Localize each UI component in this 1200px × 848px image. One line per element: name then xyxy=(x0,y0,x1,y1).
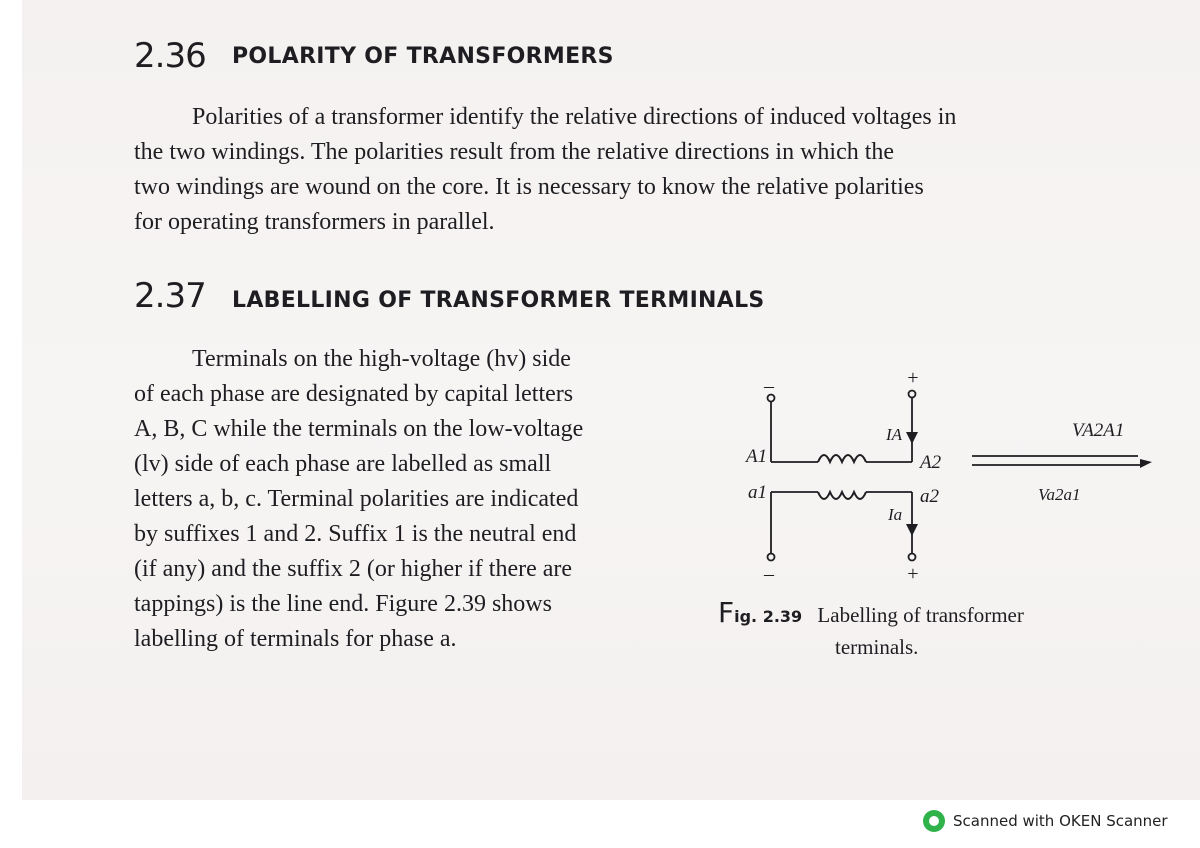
current-arrow-icon xyxy=(906,432,918,444)
plus-sign: + xyxy=(906,563,920,585)
voltage-label-hv: VA2A1 xyxy=(1072,420,1125,441)
scanner-logo-icon xyxy=(923,810,945,832)
terminal-label-a1-small: a1 xyxy=(748,482,767,503)
paragraph-line: the two windings. The polarities result from the relative directions in which the xyxy=(134,139,895,165)
lv-winding xyxy=(818,492,866,499)
current-arrow-icon xyxy=(906,524,918,536)
paragraph-line: by suffixes 1 and 2. Suffix 1 is the neutral end xyxy=(134,521,577,547)
minus-sign: – xyxy=(764,375,774,397)
paragraph-line: two windings are wound on the core. It is necessary to know the relative polarities xyxy=(134,174,924,200)
caption-line: terminals. xyxy=(835,635,919,659)
section-paragraph xyxy=(134,100,956,240)
section-paragraph xyxy=(134,342,583,657)
figure-caption xyxy=(718,598,1024,662)
arrow-head-icon xyxy=(1140,459,1152,468)
figure-label-initial: F xyxy=(718,596,735,629)
paragraph-line: Terminals on the high-voltage (hv) side xyxy=(192,346,571,372)
paragraph-line: A, B, C while the terminals on the low-voltage xyxy=(134,416,584,442)
paragraph-line: (if any) and the suffix 2 (or higher if there are xyxy=(134,556,573,582)
minus-sign: – xyxy=(764,563,774,585)
plus-sign: + xyxy=(906,370,920,389)
paragraph-line: (lv) side of each phase are labelled as small xyxy=(134,451,552,477)
caption-line: Labelling of transformer xyxy=(817,603,1024,627)
terminal-label-a1: A1 xyxy=(746,446,768,467)
paragraph-line: labelling of terminals for phase a. xyxy=(134,626,457,652)
terminal-a2-upper xyxy=(909,391,916,398)
terminal-label-a2-small: a2 xyxy=(920,486,939,507)
terminal-a2-lower xyxy=(909,554,916,561)
section-number: 2.37 xyxy=(134,276,206,316)
paragraph-line: letters a, b, c. Terminal polarities are indicated xyxy=(134,486,579,512)
terminal-a1-lower xyxy=(768,554,775,561)
watermark-text: Scanned with OKEN Scanner xyxy=(953,812,1168,830)
paragraph-line: Polarities of a transformer identify the relative directions of induced voltages in xyxy=(192,104,957,130)
hv-winding xyxy=(818,455,866,462)
current-label-ia: IA xyxy=(886,425,903,444)
terminal-label-a2: A2 xyxy=(920,452,942,473)
scanner-watermark xyxy=(923,808,1168,834)
figure-label: ig. 2.39 xyxy=(734,607,803,626)
paragraph-line: tappings) is the line end. Figure 2.39 shows xyxy=(134,591,552,617)
section-number: 2.36 xyxy=(134,36,206,76)
voltage-label-lv: Va2a1 xyxy=(1038,485,1081,504)
section-title: POLARITY OF TRANSFORMERS xyxy=(232,44,614,69)
transformer-diagram xyxy=(720,370,1160,590)
paragraph-line: for operating transformers in parallel. xyxy=(134,209,495,235)
current-label-ia-small: Ia xyxy=(888,505,903,524)
paragraph-line: of each phase are designated by capital letters xyxy=(134,381,574,407)
section-title: LABELLING OF TRANSFORMER TERMINALS xyxy=(232,288,765,313)
